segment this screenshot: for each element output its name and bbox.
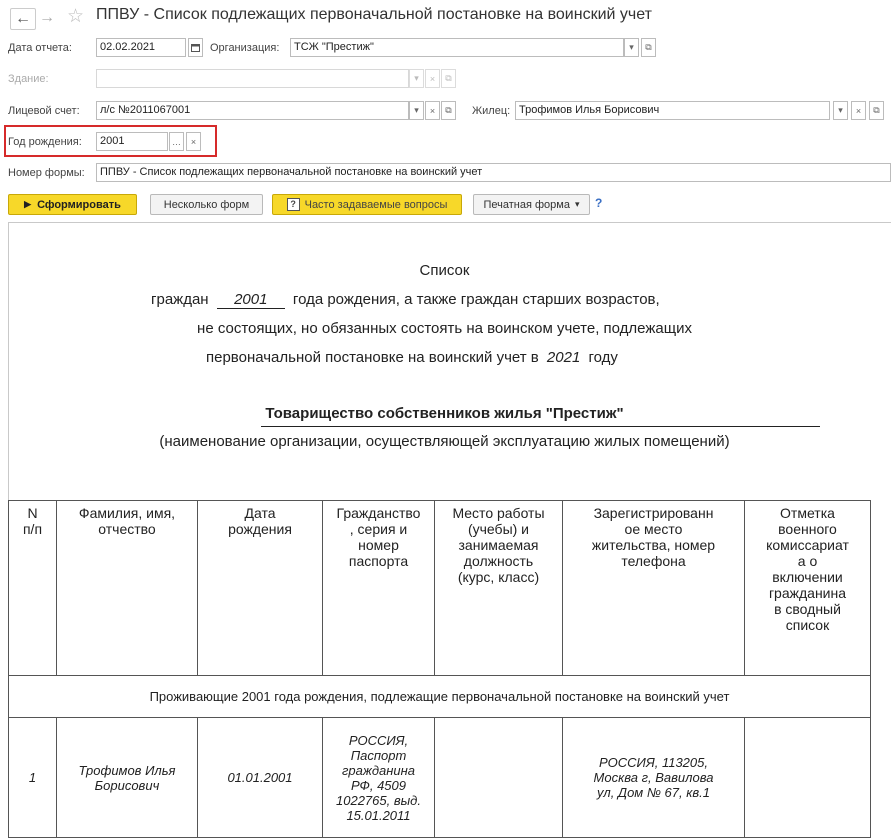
- report-heading: Список: [419, 262, 470, 279]
- organization-field[interactable]: ТСЖ "Престиж": [290, 38, 624, 57]
- building-clear-button[interactable]: [425, 69, 440, 88]
- chevron-down-icon: ▾: [838, 105, 843, 115]
- close-icon: ×: [429, 73, 436, 84]
- report-line3: первоначальной постановке на воинский учет в 2021 году: [206, 349, 618, 366]
- building-field[interactable]: [96, 69, 409, 88]
- ellipsis-icon: …: [172, 136, 181, 147]
- open-link-icon: ⧉: [873, 105, 880, 115]
- resident-clear-button[interactable]: [851, 101, 866, 120]
- cell-address: РОССИЯ, 113205, Москва г, Вавилова ул, Дом № 67, кв.1: [563, 718, 745, 838]
- table-row: [9, 718, 871, 838]
- org-underline: [261, 426, 820, 427]
- report-year: 2021: [546, 349, 581, 366]
- open-link-icon: ⧉: [645, 42, 652, 52]
- cell-mark: [745, 718, 871, 838]
- table-group-row: [9, 676, 871, 718]
- account-clear-button[interactable]: [425, 101, 440, 120]
- building-dropdown-button[interactable]: [409, 69, 424, 88]
- report-line1: граждан 2001 года рождения, а также граждан старших возрастов,: [151, 291, 660, 308]
- building-open-button[interactable]: [441, 69, 456, 88]
- calendar-icon: [191, 43, 200, 52]
- chevron-down-icon: ▾: [629, 42, 634, 52]
- chevron-down-icon: ▾: [414, 105, 419, 115]
- col-header-mark: Отметка военного комиссариат а о включении гражданина в сводный список: [745, 501, 871, 676]
- form-number-field[interactable]: ППВУ - Список подлежащих первоначальной постановке на воинский учет: [96, 163, 891, 182]
- cell-passport: РОССИЯ, Паспорт гражданина РФ, 4509 1022765, выд. 15.01.2011: [323, 718, 435, 838]
- col-header-num: N п/п: [9, 501, 57, 676]
- favorite-star-icon[interactable]: ☆: [67, 6, 85, 27]
- col-header-passport: Гражданство , серия и номер паспорта: [323, 501, 435, 676]
- col-header-work: Место работы (учебы) и занимаемая должность (курс, класс): [435, 501, 563, 676]
- arrow-left-icon: ←: [15, 10, 31, 27]
- report-birth-year: 2001: [217, 291, 285, 309]
- arrow-right-icon: →: [39, 9, 55, 26]
- cell-birth: 01.01.2001: [198, 718, 323, 838]
- report-org-caption: (наименование организации, осуществляющей эксплуатацию жилых помещений): [159, 433, 730, 450]
- birth-year-field[interactable]: 2001: [96, 132, 168, 151]
- account-dropdown-button[interactable]: [409, 101, 424, 120]
- generate-button[interactable]: ▶ Сформировать: [8, 194, 137, 215]
- chevron-down-icon: ▾: [414, 73, 419, 83]
- close-icon: ×: [429, 105, 436, 116]
- report-org-name: Товарищество собственников жилья "Престиж": [265, 405, 624, 422]
- window-title: ППВУ - Список подлежащих первоначальной постановке на воинский учет: [96, 6, 652, 23]
- forward-button[interactable]: [36, 8, 58, 28]
- organization-label: Организация:: [210, 42, 280, 54]
- birth-year-select-button[interactable]: [169, 132, 184, 151]
- account-open-button[interactable]: [441, 101, 456, 120]
- account-field[interactable]: л/с №2011067001: [96, 101, 409, 120]
- report-date-label: Дата отчета:: [8, 42, 72, 54]
- close-icon: ×: [855, 105, 862, 116]
- cell-work: [435, 718, 563, 838]
- several-forms-button[interactable]: Несколько форм: [150, 194, 263, 215]
- account-label: Лицевой счет:: [8, 105, 80, 117]
- group-row-label: Проживающие 2001 года рождения, подлежащие первоначальной постановке на воинский учет: [9, 676, 871, 718]
- open-link-icon: ⧉: [445, 73, 452, 83]
- play-icon: ▶: [24, 199, 32, 209]
- birth-year-label: Год рождения:: [8, 136, 82, 148]
- resident-dropdown-button[interactable]: [833, 101, 848, 120]
- faq-button[interactable]: ? Часто задаваемые вопросы: [272, 194, 462, 215]
- print-form-button[interactable]: Печатная форма ▾: [473, 194, 590, 215]
- col-header-birth: Дата рождения: [198, 501, 323, 676]
- report-line2: не состоящих, но обязанных состоять на воинском учете, подлежащих: [197, 320, 692, 337]
- col-header-name: Фамилия, имя, отчество: [57, 501, 198, 676]
- chevron-down-icon: ▾: [574, 199, 580, 209]
- open-link-icon: ⧉: [445, 105, 452, 115]
- organization-dropdown-button[interactable]: [624, 38, 639, 57]
- resident-open-button[interactable]: [869, 101, 884, 120]
- organization-open-button[interactable]: [641, 38, 656, 57]
- report-date-field[interactable]: 02.02.2021: [96, 38, 186, 57]
- cell-name: Трофимов Илья Борисович: [57, 718, 198, 838]
- question-icon: ?: [287, 198, 300, 211]
- building-label: Здание:: [8, 73, 49, 85]
- resident-field[interactable]: Трофимов Илья Борисович: [515, 101, 830, 120]
- report-table: [8, 500, 871, 838]
- col-header-address: Зарегистрированн ое место жительства, номер телефона: [563, 501, 745, 676]
- cell-num: 1: [9, 718, 57, 838]
- close-icon: ×: [190, 136, 197, 147]
- calendar-button[interactable]: [188, 38, 203, 57]
- table-header-row: [9, 501, 871, 676]
- back-button[interactable]: [10, 8, 36, 30]
- birth-year-clear-button[interactable]: [186, 132, 201, 151]
- form-number-label: Номер формы:: [8, 167, 85, 179]
- help-link[interactable]: ?: [595, 196, 603, 210]
- resident-label: Жилец:: [472, 105, 511, 117]
